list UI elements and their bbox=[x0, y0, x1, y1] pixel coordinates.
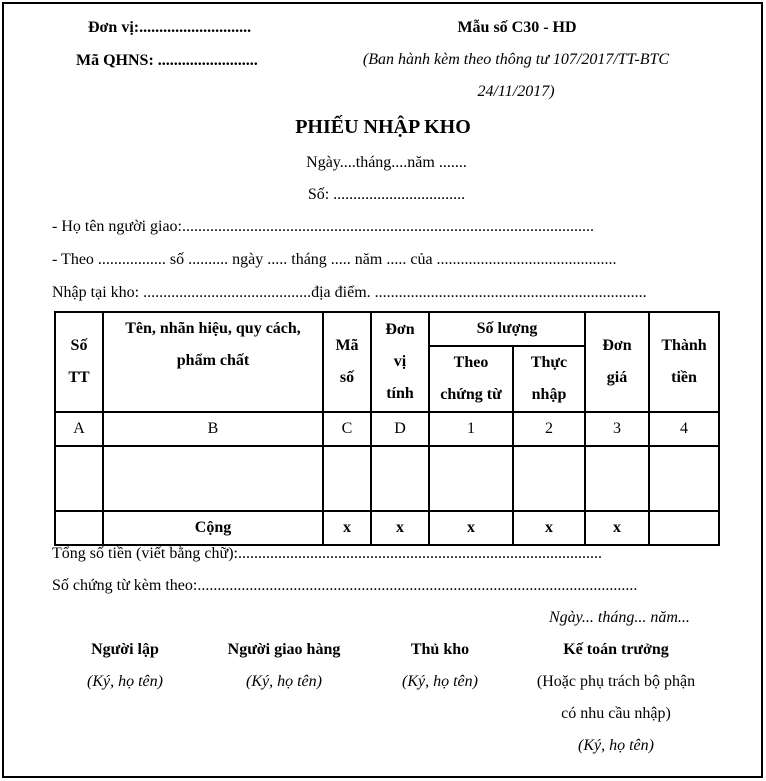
signer-deliverer-hint: (Ký, họ tên) bbox=[246, 673, 322, 690]
table-cell bbox=[55, 446, 103, 511]
deliverer-field: - Họ tên người giao:....................................................................................................... bbox=[52, 219, 594, 235]
signer-chief-hint: (Ký, họ tên) bbox=[578, 737, 654, 754]
issued-line-1: (Ban hành kèm theo thông tư 107/2017/TT-BTC bbox=[362, 51, 670, 68]
attached-docs-field: Số chứng từ kèm theo:.............................................................................................................. bbox=[52, 578, 638, 594]
chief-note-2: có nhu cầu nhập) bbox=[561, 705, 671, 722]
table-cell bbox=[513, 446, 585, 511]
header-code: Mã số bbox=[323, 312, 371, 412]
total-mark: x bbox=[371, 511, 429, 545]
header-quantity: Số lượng bbox=[429, 312, 585, 346]
code-cell: C bbox=[323, 412, 371, 446]
total-mark: x bbox=[585, 511, 649, 545]
total-mark: x bbox=[323, 511, 371, 545]
signer-maker: Người lập bbox=[91, 641, 159, 658]
code-cell: 2 bbox=[513, 412, 585, 446]
sign-date: Ngày... tháng... năm... bbox=[549, 609, 690, 626]
code-cell: A bbox=[55, 412, 103, 446]
issued-line-2: 24/11/2017) bbox=[477, 83, 555, 100]
signer-deliverer: Người giao hàng bbox=[227, 641, 341, 658]
chief-note-1: (Hoặc phụ trách bộ phận bbox=[536, 673, 696, 690]
code-cell: 1 bbox=[429, 412, 513, 446]
number-line: Số: ................................. bbox=[307, 186, 466, 203]
total-mark: x bbox=[429, 511, 513, 545]
signer-maker-hint: (Ký, họ tên) bbox=[87, 673, 163, 690]
code-cell: 4 bbox=[649, 412, 719, 446]
header-unit: Đơn vị tính bbox=[371, 312, 429, 412]
warehouse-field: Nhập tại kho: ..........................................địa điểm. .................................................................... bbox=[52, 285, 647, 301]
header-stt: Số TT bbox=[55, 312, 103, 412]
table-cell bbox=[585, 446, 649, 511]
signer-storekeeper-hint: (Ký, họ tên) bbox=[402, 673, 478, 690]
header-price: Đơn giá bbox=[585, 312, 649, 412]
header-amount: Thành tiền bbox=[649, 312, 719, 412]
code-cell: 3 bbox=[585, 412, 649, 446]
date-line: Ngày....tháng....năm ....... bbox=[306, 154, 467, 171]
table-cell bbox=[649, 511, 719, 545]
header-actual: Thực nhập bbox=[513, 346, 585, 412]
total-mark: x bbox=[513, 511, 585, 545]
according-field: - Theo ................. số .......... ngày ..... tháng ..... năm ..... của ............................................. bbox=[52, 252, 617, 268]
unit-label: Đơn vị:............................ bbox=[88, 19, 252, 36]
goods-table bbox=[54, 311, 720, 546]
page-title: PHIẾU NHẬP KHO bbox=[295, 116, 471, 138]
table-cell bbox=[371, 446, 429, 511]
header-by-document: Theo chứng từ bbox=[429, 346, 513, 412]
code-row bbox=[55, 412, 719, 446]
code-cell: D bbox=[371, 412, 429, 446]
table-cell bbox=[429, 446, 513, 511]
empty-row bbox=[55, 446, 719, 511]
total-words-field: Tổng số tiền (viết bằng chữ):........................................................................................... bbox=[52, 546, 602, 562]
table-cell bbox=[323, 446, 371, 511]
total-row bbox=[55, 511, 719, 545]
form-code: Mẫu số C30 - HD bbox=[457, 19, 577, 36]
signer-chief-accountant: Kế toán trưởng bbox=[563, 641, 669, 658]
signer-storekeeper: Thủ kho bbox=[410, 641, 470, 658]
header-name: Tên, nhãn hiệu, quy cách, phẩm chất bbox=[103, 312, 323, 412]
qhns-label: Mã QHNS: ......................... bbox=[76, 52, 258, 69]
table-cell bbox=[55, 511, 103, 545]
table-cell bbox=[103, 446, 323, 511]
code-cell: B bbox=[103, 412, 323, 446]
table-cell bbox=[649, 446, 719, 511]
total-label: Cộng bbox=[103, 511, 323, 545]
